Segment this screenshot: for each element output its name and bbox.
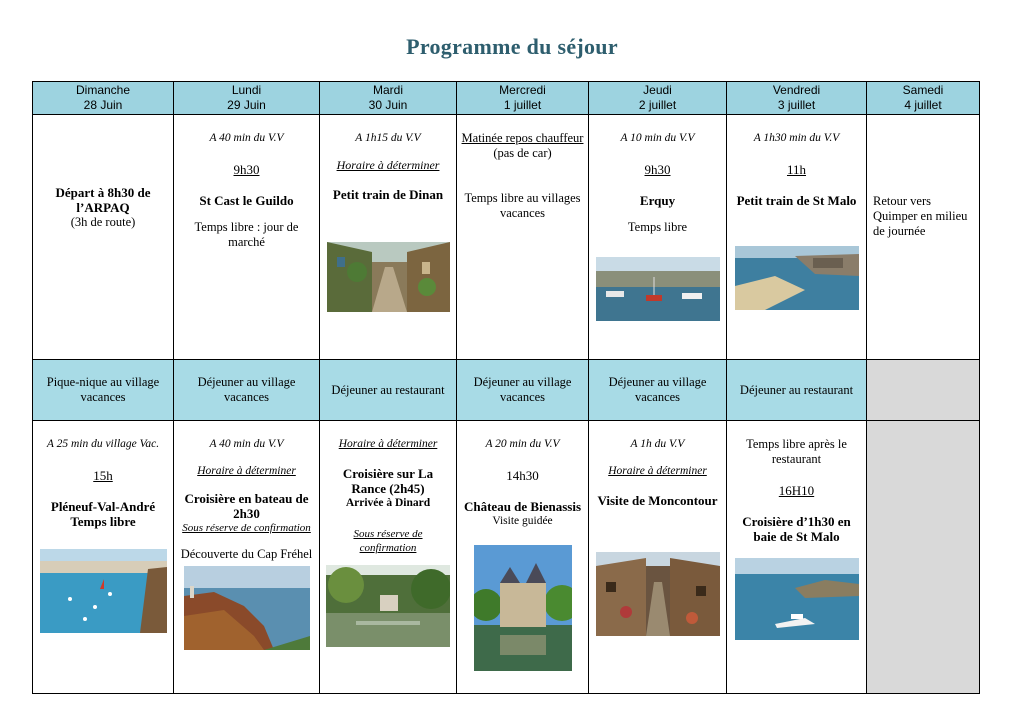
header-friday <box>727 82 867 115</box>
time-text: Horaire à déterminer <box>197 465 296 477</box>
reservation-note: Sous réserve de confirmation <box>353 528 423 554</box>
afternoon-monday <box>174 421 320 694</box>
time-text: 14h30 <box>506 468 539 483</box>
time-text: 9h30 <box>233 162 260 177</box>
destination: Pléneuf-Val-André <box>50 499 156 514</box>
time-text: 16H10 <box>778 483 815 498</box>
time-text: 11h <box>786 162 807 177</box>
lunch-wednesday: Déjeuner au village vacances <box>457 360 589 421</box>
day-name: Lundi <box>231 83 262 97</box>
day-name: Jeudi <box>643 83 672 97</box>
time-text: 15h <box>93 468 113 483</box>
morning-monday <box>174 115 320 360</box>
activity-note: Temps libre <box>627 220 688 234</box>
return-text: Retour vers Quimper en milieu de journée <box>873 193 968 238</box>
header-thursday <box>589 82 727 115</box>
header-wednesday <box>457 82 589 115</box>
day-name: Vendredi <box>772 83 821 97</box>
morning-row <box>33 115 980 360</box>
cap-frehel-photo <box>184 566 310 650</box>
page-title: Programme du séjour <box>406 34 618 59</box>
no-bus-text: (pas de car) <box>493 146 552 160</box>
afternoon-friday <box>727 421 867 694</box>
departure-text: Départ à 8h30 de <box>55 185 151 200</box>
activity-note: Temps libre : jour de marché <box>194 220 299 249</box>
distance-text: A 25 min du village Vac. <box>46 438 160 450</box>
morning-wednesday <box>457 115 589 360</box>
pleneuf-bay-photo <box>40 549 167 633</box>
lunch-friday: Déjeuner au restaurant <box>727 360 867 421</box>
st-malo-bay-photo <box>735 558 859 640</box>
distance-text: A 1h30 min du V.V <box>753 132 840 144</box>
destination: Croisière d’1h30 en baie de St Malo <box>742 514 851 544</box>
day-date: 28 Juin <box>83 98 123 112</box>
day-date: 3 juillet <box>777 98 816 112</box>
destination: Petit train de Dinan <box>332 187 444 202</box>
time-text: Horaire à déterminer <box>608 465 707 477</box>
day-name: Mercredi <box>499 83 546 97</box>
morning-saturday <box>867 115 980 360</box>
time-text: Horaire à déterminer <box>338 438 438 450</box>
day-name: Samedi <box>902 83 944 97</box>
afternoon-thursday <box>589 421 727 694</box>
distance-text: A 10 min du V.V <box>620 132 695 144</box>
distance-text: A 40 min du V.V <box>209 438 284 450</box>
lunch-row <box>33 360 980 421</box>
afternoon-sunday <box>33 421 174 694</box>
rance-river-photo <box>326 565 450 647</box>
destination: Château de Bienassis <box>463 499 582 514</box>
day-date: 29 Juin <box>227 98 266 112</box>
morning-thursday <box>589 115 727 360</box>
arrival-text: Arrivée à Dinard <box>345 497 431 509</box>
header-sunday <box>33 82 174 115</box>
morning-tuesday <box>320 115 457 360</box>
afternoon-row <box>33 421 980 694</box>
time-text: Horaire à déterminer <box>336 158 440 172</box>
afternoon-saturday <box>867 421 980 694</box>
lunch-thursday: Déjeuner au village vacances <box>589 360 727 421</box>
rest-morning-text: Matinée repos chauffeur <box>461 131 584 145</box>
moncontour-street-photo <box>596 552 720 636</box>
departure-place: l’ARPAQ <box>76 200 130 215</box>
day-name: Mardi <box>372 83 403 97</box>
travel-duration: (3h de route) <box>70 215 136 229</box>
destination: St Cast le Guildo <box>199 193 294 208</box>
destination: Croisière en bateau de 2h30 <box>184 491 309 521</box>
distance-text: A 1h du V.V <box>630 438 685 450</box>
header-saturday <box>867 82 980 115</box>
header-row <box>33 82 980 115</box>
afternoon-wednesday <box>457 421 589 694</box>
destination: Petit train de St Malo <box>736 193 857 208</box>
afternoon-tuesday <box>320 421 457 694</box>
chateau-bienassis-photo <box>474 545 572 671</box>
day-date: 1 juillet <box>503 98 542 112</box>
activity-note: Découverte du Cap Fréhel <box>180 547 313 561</box>
erquy-harbor-photo <box>596 257 720 321</box>
morning-sunday <box>33 115 174 360</box>
destination: Erquy <box>639 193 676 208</box>
lunch-saturday <box>867 360 980 421</box>
distance-text: A 20 min du V.V <box>485 438 560 450</box>
lunch-sunday: Pique-nique au village vacances <box>33 360 174 421</box>
lunch-tuesday: Déjeuner au restaurant <box>320 360 457 421</box>
distance-text: A 40 min du V.V <box>209 132 284 144</box>
dinan-street-photo <box>327 242 450 312</box>
reservation-note: Sous réserve de confirmation <box>182 522 311 534</box>
day-date: 2 juillet <box>638 98 677 112</box>
header-tuesday <box>320 82 457 115</box>
activity-note: Temps libre au villages vacances <box>464 191 581 220</box>
st-malo-aerial-photo <box>735 246 859 310</box>
header-monday <box>174 82 320 115</box>
day-date: 4 juillet <box>904 98 942 112</box>
day-date: 30 Juin <box>368 98 408 112</box>
lunch-monday: Déjeuner au village vacances <box>174 360 320 421</box>
day-name: Dimanche <box>75 83 131 97</box>
distance-text: A 1h15 du V.V <box>355 132 421 144</box>
time-text: 9h30 <box>644 162 671 177</box>
activity-note: Temps libre <box>70 514 136 529</box>
free-time-text: Temps libre après le restaurant <box>746 437 847 466</box>
destination: Croisière sur La Rance (2h45) <box>342 466 434 496</box>
activity-note: Visite guidée <box>492 515 553 527</box>
destination: Visite de Moncontour <box>597 493 718 508</box>
morning-friday <box>727 115 867 360</box>
schedule-table <box>32 81 980 694</box>
